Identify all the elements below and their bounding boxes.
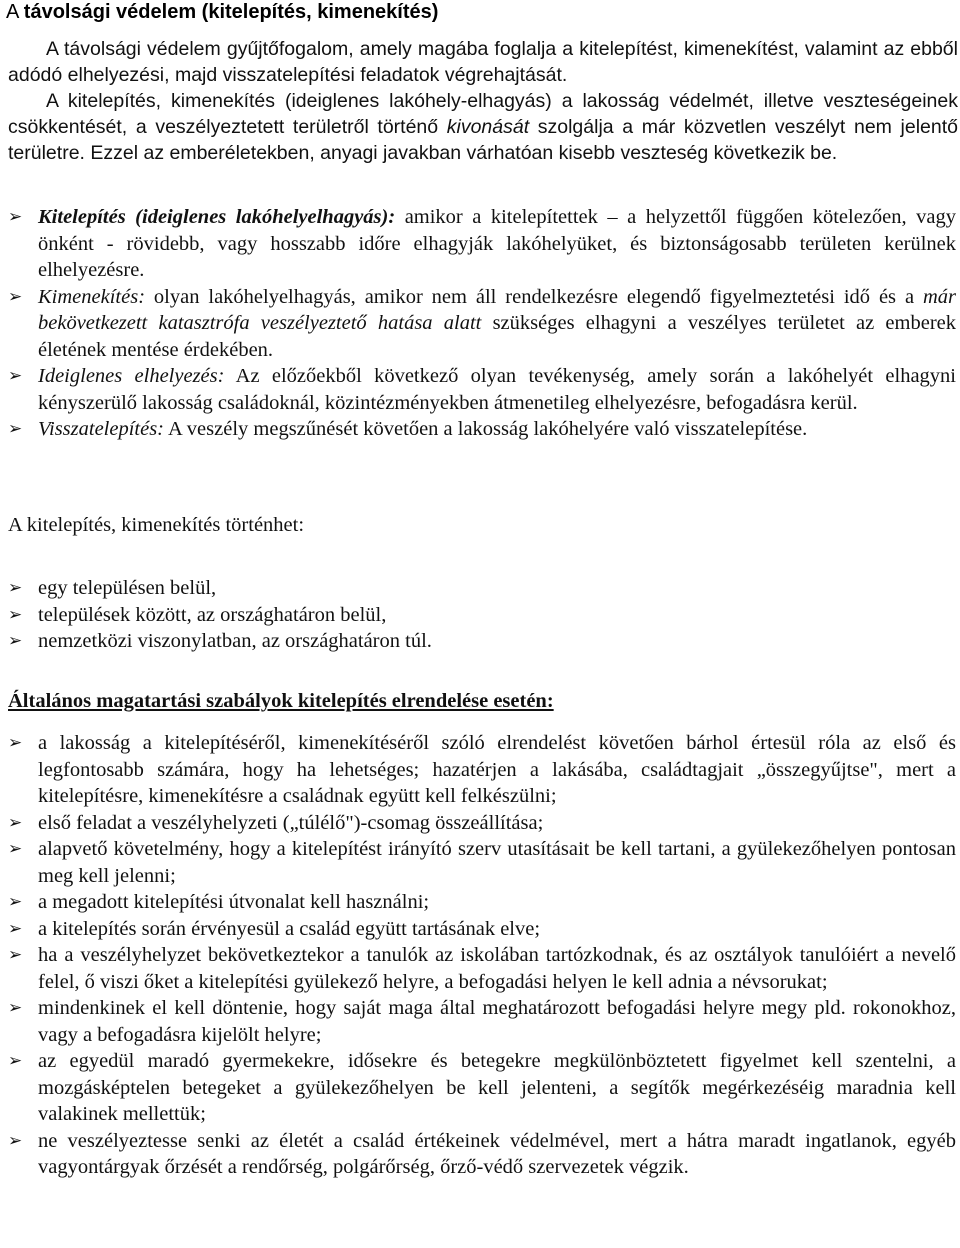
intro-p2-part-b: szolgálja a már közvetlen veszélyt nem jelentő területre. Ezzel az emberéletekben, anyagi javakban várhatóan kisebb veszteség következik be.: [8, 116, 958, 164]
list-item: [8, 416, 956, 443]
list-item-text: a kitelepítés során érvényesül a család együtt tartásának elve;: [38, 917, 541, 940]
list-item: [8, 916, 956, 943]
arrow-bullet-icon: ➢: [8, 892, 23, 912]
list-item: [8, 810, 956, 837]
list-item: [8, 889, 956, 916]
list-item-text: első feladat a veszélyhelyzeti („túlélő")-csomag összeállítása;: [38, 811, 544, 834]
title-bold: távolsági védelem (kitelepítés, kimenekítés): [23, 1, 439, 23]
list-item-text: nemzetközi viszonylatban, az országhatáron túl.: [38, 630, 432, 652]
arrow-bullet-icon: ➢: [8, 998, 23, 1018]
arrow-bullet-icon: ➢: [8, 631, 23, 651]
arrow-bullet-icon: ➢: [8, 812, 23, 833]
list-item-text: alapvető követelmény, hogy a kitelepítést irányító szerv utasításait be kell tartani, a gyülekezőhelyen pontosan meg kell jelenni;: [38, 838, 956, 887]
list-item: [8, 730, 956, 810]
arrow-bullet-icon: ➢: [8, 945, 23, 965]
arrow-bullet-icon: ➢: [8, 733, 23, 753]
intro-p2-part-a: A kitelepítés, kimenekítés (ideiglenes lakóhely-elhagyás) a lakosság védelmét, illetve veszteségeinek csökkentését, a veszélyeztetett területről történő: [8, 90, 958, 138]
definition-text: amikor a kitelepítettek – a helyzettől függően kötelezően, vagy önként - rövidebb, vagy hosszabb időre elhagyják lakóhelyüket, és biztonságosabb területen kerülnek elhelyezésre.: [38, 206, 956, 281]
intro-paragraph-2: [8, 88, 958, 166]
list-item: [8, 1128, 956, 1181]
intro-p2-italic: kivonását: [446, 116, 530, 138]
list-item: [8, 942, 956, 995]
section-heading: Általános magatartási szabályok kitelepítés elrendelése esetén:: [8, 690, 554, 712]
locations-list: [8, 575, 956, 655]
definition-text: szükséges elhagyni a veszélyes területet az emberek életének mentése érdekében.: [38, 312, 956, 361]
intro-paragraph-1: A távolsági védelem gyűjtőfogalom, amely magába foglalja a kitelepítést, kimenekítést, valamint az ebből adódó elhelyezési, majd visszatelepítési feladatok végrehajtását.: [8, 38, 958, 86]
arrow-bullet-icon: ➢: [8, 419, 23, 439]
arrow-bullet-icon: ➢: [8, 839, 23, 859]
list-item: [8, 628, 956, 655]
list-item: [8, 602, 956, 629]
definition-text-italic: már bekövetkezett katasztrófa veszélyeztető hatása alatt: [38, 285, 956, 334]
list-item-text: ne veszélyeztesse senki az életét a család értékeinek védelmével, mert a hátra maradt ingatlanok, egyéb vagyontárgyak őrzését a rendőrség, polgárőrség, őrző-védő szervezetek végzik.: [38, 1129, 956, 1178]
arrow-bullet-icon: ➢: [8, 366, 23, 386]
page-title: [6, 0, 438, 24]
title-prefix: A: [6, 1, 24, 23]
can-happen-text: A kitelepítés, kimenekítés történhet:: [8, 514, 305, 536]
list-item-text: ha a veszélyhelyzet bekövetkeztekor a tanulók az iskolában tartózkodnak, és az osztályok tanulóiért a nevelő felel, ő viszi őket a kitelepítési gyülekező helyre, a befogadási helyen le kell adnia a névsorukat;: [38, 944, 956, 993]
definition-term: Kitelepítés (ideiglenes lakóhelyelhagyás):: [38, 206, 396, 228]
rules-list: [8, 730, 956, 1181]
arrow-bullet-icon: ➢: [8, 1051, 23, 1071]
list-item-text: az egyedül maradó gyermekekre, idősekre és betegekre megkülönböztetett figyelmet kell szentelni, a mozgásképtelen betegeket a gyülekezőhelyen be kell jelenteni, a segítők megérkezéséig maradnia kell valakinek mellettük;: [38, 1050, 956, 1125]
definition-term: Visszatelepítés:: [38, 418, 165, 440]
arrow-bullet-icon: ➢: [8, 918, 23, 939]
list-item: [8, 363, 956, 416]
list-item: [8, 575, 956, 602]
definition-term: Kimenekítés:: [38, 285, 146, 308]
arrow-bullet-icon: ➢: [8, 604, 23, 625]
definitions-list: [8, 204, 956, 443]
definition-text: olyan lakóhelyelhagyás, amikor nem áll rendelkezésre elegendő figyelmeztetési idő és a: [145, 285, 923, 308]
definition-text: A veszély megszűnését követően a lakosság lakóhelyére való visszatelepítése.: [164, 418, 808, 440]
definition-term: Ideiglenes elhelyezés:: [38, 365, 225, 387]
list-item-text: települések között, az országhatáron belül,: [38, 603, 387, 626]
list-item: [8, 836, 956, 889]
arrow-bullet-icon: ➢: [8, 286, 23, 307]
list-item-text: mindenkinek el kell döntenie, hogy saját maga által meghatározott befogadási helyre megy pld. rokonokhoz, vagy a befogadásra kijelölt helyre;: [38, 997, 956, 1046]
arrow-bullet-icon: ➢: [8, 1130, 23, 1151]
list-item-text: a lakosság a kitelepítéséről, kimenekítéséről szóló elrendelést követően bárhol értesül róla az első és legfontosabb számára, hogy ha lehetséges; hazatérjen a lakásába, családtagjait „összegyűjtse", mert a kitelepítésre, kimenekítésre a családnak együtt kell felkészülni;: [38, 732, 956, 807]
list-item: [8, 1048, 956, 1128]
definition-text: Az előzőekből következő olyan tevékenység, amely során a lakóhelyét elhagyni kényszerülő lakosság családoknál, közintézményekben átmenetileg elhelyezésre, befogadásra kerül.: [38, 365, 956, 414]
list-item: [8, 284, 956, 364]
list-item-text: egy településen belül,: [38, 577, 217, 599]
list-item: [8, 204, 956, 284]
arrow-bullet-icon: ➢: [8, 578, 23, 598]
list-item: [8, 995, 956, 1048]
arrow-bullet-icon: ➢: [8, 207, 23, 227]
list-item-text: a megadott kitelepítési útvonalat kell használni;: [38, 891, 430, 913]
